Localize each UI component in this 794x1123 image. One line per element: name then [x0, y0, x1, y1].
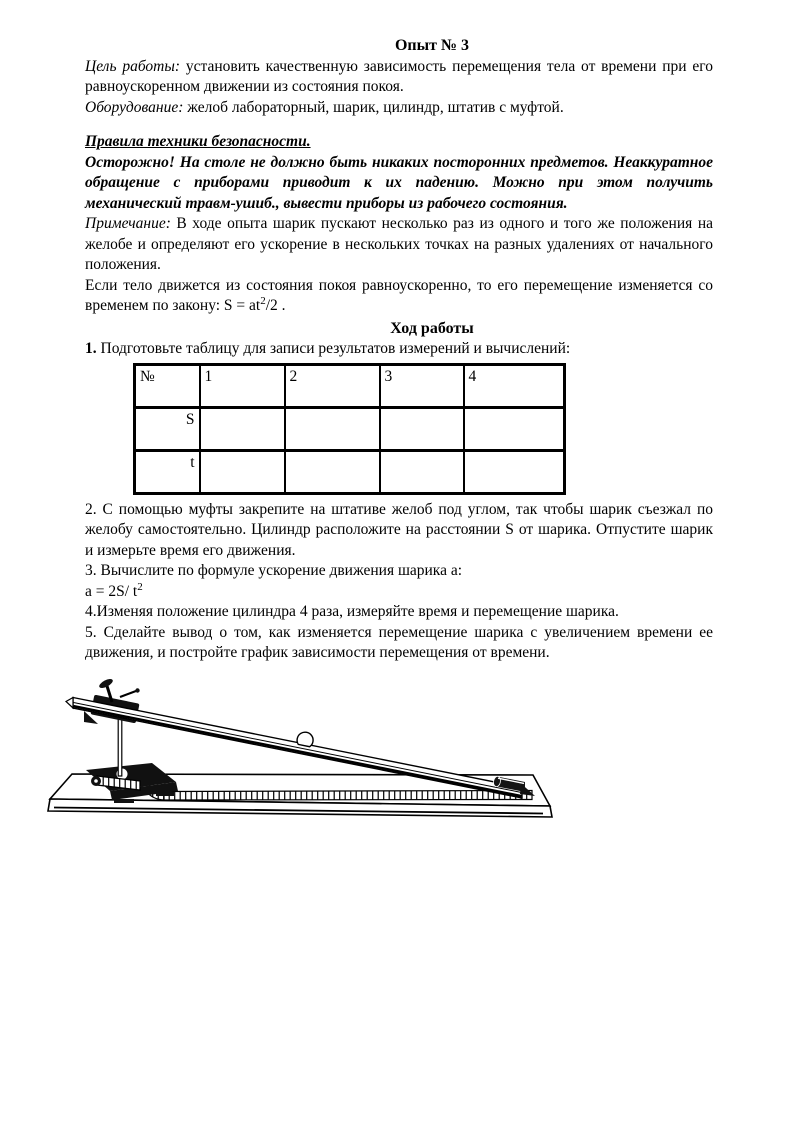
- apparatus-figure: [40, 670, 612, 830]
- table-row-time: [135, 450, 565, 493]
- formula-paragraph: [85, 582, 713, 603]
- document-title: Опыт № 3: [394, 37, 470, 54]
- step1-paragraph: [85, 339, 713, 360]
- formula-text: a = 2S/ t: [85, 582, 138, 600]
- equipment-label: Оборудование:: [85, 98, 184, 116]
- table-cell: [285, 407, 380, 450]
- safety-heading-text: Правила техники безопасности.: [85, 133, 311, 150]
- apparatus-illustration: [40, 670, 612, 830]
- law-paragraph: [85, 276, 713, 317]
- header-cell-4: 4: [464, 364, 565, 407]
- work-heading: Ход работы: [390, 319, 474, 337]
- header-cell-number: №: [135, 364, 200, 407]
- note-text: В ходе опыта шарик пускают несколько раз из одного и того же положения на желобе и определяют его ускорение в нескольких точках на разных удалениях от начального положения.: [85, 215, 713, 273]
- table-cell: [200, 407, 285, 450]
- table-cell: [464, 407, 565, 450]
- header-cell-3: 3: [380, 364, 464, 407]
- goal-paragraph: [85, 57, 713, 98]
- note-paragraph: [85, 214, 713, 276]
- step1-text: Подготовьте таблицу для записи результатов измерений и вычислений:: [96, 340, 571, 357]
- equipment-text: желоб лабораторный, шарик, цилиндр, штатив с муфтой.: [183, 98, 564, 116]
- table-cell: [380, 450, 464, 493]
- header-cell-1: 1: [200, 364, 285, 407]
- row-label-t: t: [135, 450, 200, 493]
- goal-label: Цель работы:: [85, 57, 181, 75]
- law-text: Если тело движется из состояния покоя равноускоренно, то его перемещение изменяется со временем по закону: S = at: [85, 276, 713, 314]
- header-cell-2: 2: [285, 364, 380, 407]
- note-label: Примечание:: [85, 215, 171, 232]
- safety-warning-text: Осторожно! На столе не должно быть никаких посторонних предметов. Неаккуратное обращение с приборами приводит к их падению. Можно при этом получить механический травм-ушиб., вывести приборы из рабочего состояния.: [85, 153, 713, 212]
- safety-heading: [85, 132, 713, 153]
- step5-paragraph: 5. Сделайте вывод о том, как изменяется перемещение шарика с увеличением времени ее движения, и постройте график зависимости перемещения от времени.: [85, 623, 713, 661]
- step2-paragraph: 2. С помощью муфты закрепите на штативе желоб под углом, так чтобы шарик съезжал по желобу самостоятельно. Цилиндр расположите на расстоянии S от шарика. Отпустите шарик и измерьте время его движения.: [85, 500, 713, 559]
- table-header-row: [135, 364, 565, 407]
- ball: [297, 732, 313, 747]
- table-cell: [380, 407, 464, 450]
- goal-text: установить качественную зависимость перемещения тела от времени при его равноускоренном движении из состояния покоя.: [85, 57, 713, 95]
- table-cell: [285, 450, 380, 493]
- results-table: [133, 363, 566, 495]
- formula-superscript: 2: [137, 580, 143, 593]
- law-tail: /2 .: [265, 297, 286, 314]
- spacer: [85, 118, 713, 132]
- step3-paragraph: 3. Вычислите по формуле ускорение движения шарика а:: [85, 562, 463, 579]
- row-label-s: S: [135, 407, 200, 450]
- step1-number: 1.: [85, 340, 97, 357]
- step4-paragraph: 4.Изменяя положение цилиндра 4 раза, измеряйте время и перемещение шарика.: [85, 603, 619, 620]
- equipment-paragraph: [85, 98, 713, 119]
- table-cell: [200, 450, 285, 493]
- document-content: [85, 36, 713, 830]
- table-cell: [464, 450, 565, 493]
- law-superscript: 2: [260, 294, 266, 307]
- table-row-displacement: [135, 407, 565, 450]
